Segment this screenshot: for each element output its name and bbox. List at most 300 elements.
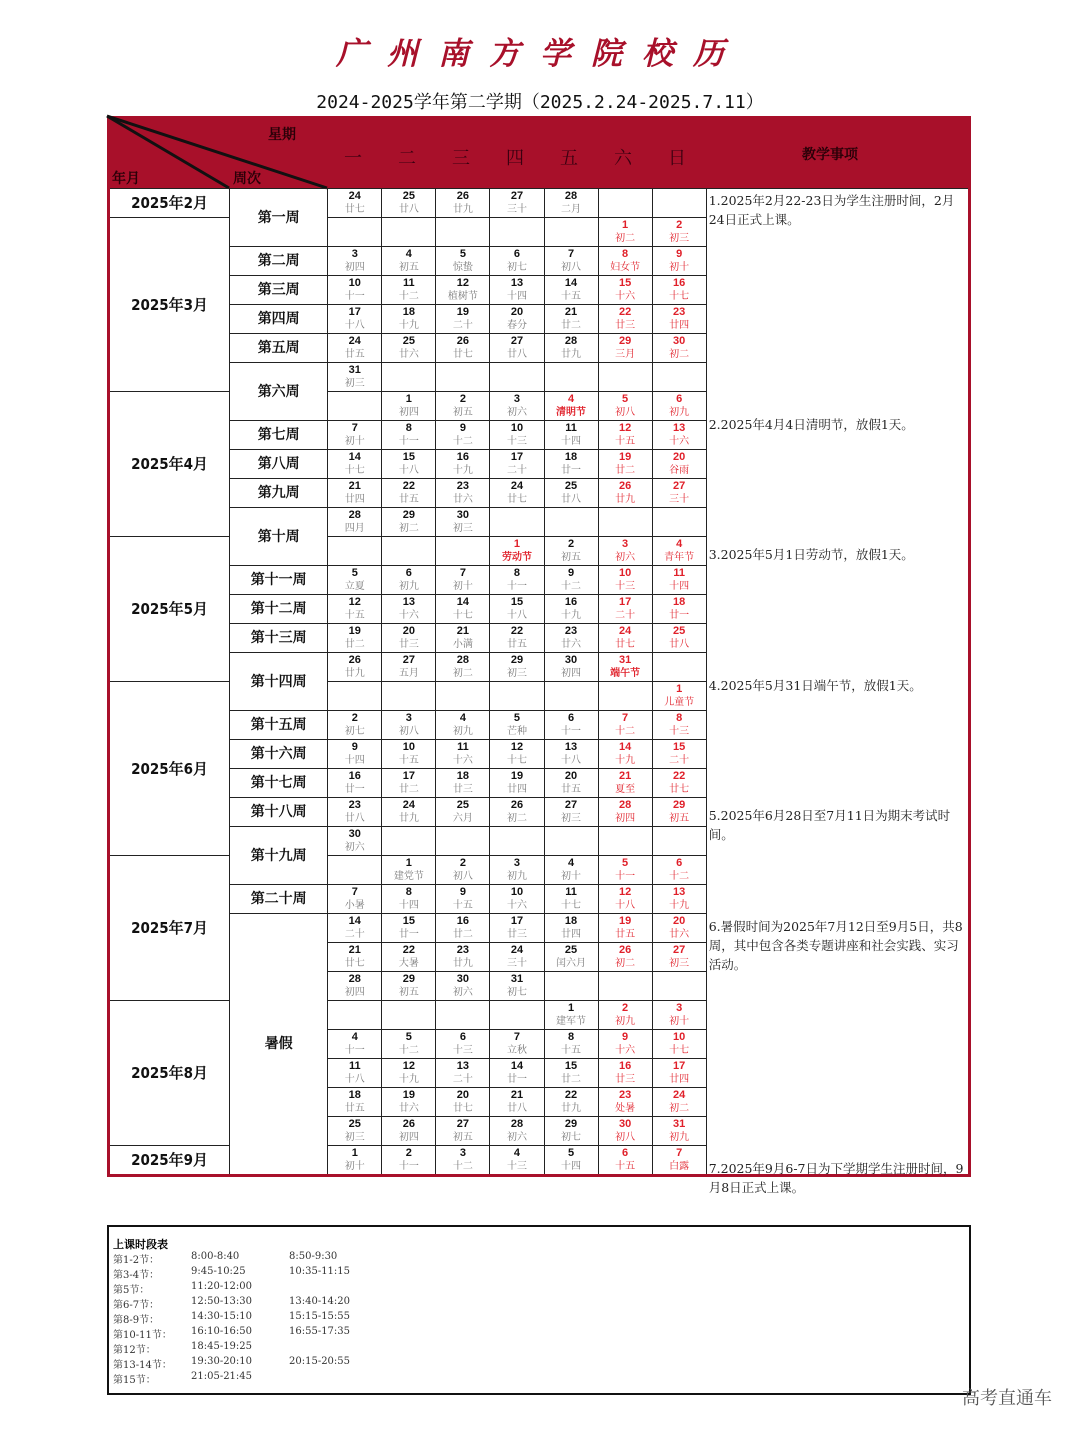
lunar-cell: 二十: [436, 319, 490, 334]
time-first: 9:45-10:25: [191, 1266, 246, 1277]
date-cell: 20: [490, 305, 544, 320]
period-label: 第15节：: [113, 1375, 156, 1386]
date-cell: [490, 1001, 544, 1016]
time-second: 10:35-11:15: [289, 1266, 351, 1277]
week-cell: 第八周: [230, 450, 328, 479]
lunar-cell: 初三: [544, 812, 598, 827]
date-cell: 1: [382, 392, 436, 407]
date-cell: 1: [598, 218, 652, 233]
lunar-cell: 十四: [328, 754, 382, 769]
note-item: 4.2025年5月31日端午节，放假1天。: [708, 678, 922, 693]
lunar-cell: 初四: [328, 986, 382, 1001]
date-cell: 10: [382, 740, 436, 755]
date-cell: 24: [328, 189, 382, 204]
date-cell: [544, 682, 598, 697]
date-cell: 2: [544, 537, 598, 552]
date-cell: [328, 1001, 382, 1016]
date-cell: 1: [544, 1001, 598, 1016]
lunar-cell: [544, 522, 598, 537]
date-cell: 28: [436, 653, 490, 668]
lunar-cell: 十六: [382, 609, 436, 624]
week-cell: 第五周: [230, 334, 328, 363]
date-cell: 26: [436, 189, 490, 204]
date-cell: [436, 363, 490, 378]
date-cell: 29: [490, 653, 544, 668]
lunar-cell: 二十: [328, 928, 382, 943]
date-cell: 16: [598, 1059, 652, 1074]
date-cell: 13: [436, 1059, 490, 1074]
lunar-cell: 廿九: [598, 493, 652, 508]
lunar-cell: 初十: [328, 1160, 382, 1176]
lunar-cell: 芒种: [490, 725, 544, 740]
date-cell: [382, 537, 436, 552]
date-cell: 28: [598, 798, 652, 813]
lunar-cell: 初六: [598, 551, 652, 566]
lunar-cell: 廿八: [544, 493, 598, 508]
lunar-cell: 廿八: [382, 203, 436, 218]
date-cell: 19: [490, 769, 544, 784]
time-first: 16:10-16:50: [191, 1326, 253, 1337]
lunar-cell: 十一: [328, 290, 382, 305]
lunar-cell: 廿六: [382, 348, 436, 363]
weekday-label: 星期: [268, 127, 296, 143]
lunar-cell: 廿九: [436, 957, 490, 972]
date-cell: 5: [490, 711, 544, 726]
lunar-cell: 廿五: [328, 1102, 382, 1117]
week-cell: 第十九周: [230, 827, 328, 885]
lunar-cell: 廿一: [652, 609, 706, 624]
date-cell: 27: [490, 189, 544, 204]
lunar-cell: 廿三: [490, 928, 544, 943]
date-cell: [652, 363, 706, 378]
date-cell: 25: [544, 943, 598, 958]
lunar-cell: 三十: [490, 203, 544, 218]
lunar-cell: 十九: [652, 899, 706, 914]
lunar-cell: [652, 203, 706, 218]
date-cell: 15: [598, 276, 652, 291]
date-cell: 10: [598, 566, 652, 581]
date-cell: 31: [598, 653, 652, 668]
date-cell: 19: [328, 624, 382, 639]
lunar-cell: 十二: [598, 725, 652, 740]
date-cell: 27: [436, 1117, 490, 1132]
lunar-cell: 初三: [652, 957, 706, 972]
lunar-cell: [436, 841, 490, 856]
date-cell: 30: [652, 334, 706, 349]
lunar-cell: 十二: [382, 1044, 436, 1059]
lunar-cell: 廿三: [382, 638, 436, 653]
date-cell: 9: [328, 740, 382, 755]
date-cell: 3: [598, 537, 652, 552]
period-label: 第1-2节：: [113, 1255, 160, 1266]
lunar-cell: [328, 232, 382, 247]
week-cell: 第六周: [230, 363, 328, 421]
lunar-cell: 十六: [652, 435, 706, 450]
lunar-cell: 廿四: [490, 783, 544, 798]
lunar-cell: 初五: [436, 1131, 490, 1146]
date-cell: 15: [382, 914, 436, 929]
lunar-cell: 初四: [328, 261, 382, 276]
note-item: 6.暑假时间为2025年7月12日至9月5日，共8周，其中包含各类专题讲座和社会实践、实习活动。: [708, 919, 963, 972]
lunar-cell: 廿九: [328, 667, 382, 682]
lunar-cell: 廿二: [382, 783, 436, 798]
lunar-cell: [328, 696, 382, 711]
date-cell: 12: [436, 276, 490, 291]
lunar-cell: [382, 1015, 436, 1030]
date-cell: 20: [382, 624, 436, 639]
period-label: 第6-7节：: [113, 1300, 160, 1311]
date-cell: 17: [598, 595, 652, 610]
lunar-cell: 大暑: [382, 957, 436, 972]
date-cell: 23: [328, 798, 382, 813]
lunar-cell: [652, 667, 706, 682]
date-cell: 25: [328, 1117, 382, 1132]
date-cell: [328, 856, 382, 871]
date-cell: [490, 363, 544, 378]
date-cell: 6: [490, 247, 544, 262]
date-cell: [544, 508, 598, 523]
date-cell: 1: [490, 537, 544, 552]
lunar-cell: [328, 1015, 382, 1030]
date-cell: 12: [598, 885, 652, 900]
lunar-cell: [328, 551, 382, 566]
lunar-cell: 初九: [436, 725, 490, 740]
date-cell: 2: [328, 711, 382, 726]
date-cell: 24: [490, 479, 544, 494]
lunar-cell: 廿九: [382, 812, 436, 827]
day-header-thu: 四: [506, 148, 524, 169]
time-first: 18:45-19:25: [191, 1341, 253, 1352]
lunar-cell: 廿二: [328, 638, 382, 653]
date-cell: 7: [328, 885, 382, 900]
lunar-cell: 二十: [490, 464, 544, 479]
date-row: [109, 189, 970, 204]
lunar-cell: 十六: [436, 754, 490, 769]
date-cell: [652, 827, 706, 842]
lunar-cell: 十七: [490, 754, 544, 769]
lunar-cell: [544, 232, 598, 247]
date-cell: [328, 537, 382, 552]
lunar-cell: 廿四: [328, 493, 382, 508]
lunar-cell: 廿五: [598, 928, 652, 943]
date-cell: [652, 972, 706, 987]
date-cell: [436, 682, 490, 697]
date-cell: 9: [598, 1030, 652, 1045]
time-second: 13:40-14:20: [289, 1296, 351, 1307]
lunar-cell: 初八: [598, 1131, 652, 1146]
date-cell: 30: [328, 827, 382, 842]
time-first: 8:00-8:40: [191, 1251, 240, 1262]
date-cell: 7: [544, 247, 598, 262]
time-first: 21:05-21:45: [191, 1371, 253, 1382]
lunar-cell: [598, 696, 652, 711]
period-label: 第12节：: [113, 1345, 156, 1356]
date-cell: 25: [544, 479, 598, 494]
lunar-cell: 廿二: [436, 928, 490, 943]
lunar-cell: 十六: [490, 899, 544, 914]
lunar-cell: 初二: [598, 957, 652, 972]
date-cell: 11: [652, 566, 706, 581]
date-cell: 27: [652, 943, 706, 958]
lunar-cell: 五月: [382, 667, 436, 682]
lunar-cell: 十一: [382, 435, 436, 450]
date-cell: 27: [652, 479, 706, 494]
lunar-cell: 初八: [598, 406, 652, 421]
lunar-cell: 十二: [544, 580, 598, 595]
date-cell: [544, 972, 598, 987]
date-cell: 16: [652, 276, 706, 291]
lunar-cell: 十四: [382, 899, 436, 914]
lunar-cell: 初七: [544, 1131, 598, 1146]
lunar-cell: 初二: [652, 1102, 706, 1117]
date-cell: 20: [436, 1088, 490, 1103]
lunar-cell: 十九: [436, 464, 490, 479]
lunar-cell: 廿五: [328, 348, 382, 363]
date-cell: 4: [382, 247, 436, 262]
date-cell: 8: [382, 421, 436, 436]
date-cell: 16: [328, 769, 382, 784]
lunar-cell: [490, 1015, 544, 1030]
lunar-cell: 初十: [436, 580, 490, 595]
time-first: 12:50-13:30: [191, 1296, 253, 1307]
period-label: 第8-9节：: [113, 1315, 160, 1326]
month-cell: 2025年9月: [109, 1146, 230, 1176]
lunar-cell: 十四: [490, 290, 544, 305]
lunar-cell: 廿九: [544, 1102, 598, 1117]
date-cell: 25: [436, 798, 490, 813]
lunar-cell: 初七: [490, 261, 544, 276]
lunar-cell: 小暑: [328, 899, 382, 914]
lunar-cell: 十五: [598, 1160, 652, 1176]
date-cell: 14: [544, 276, 598, 291]
lunar-cell: 初二: [490, 812, 544, 827]
date-cell: 21: [490, 1088, 544, 1103]
lunar-cell: 廿七: [598, 638, 652, 653]
month-cell: 2025年8月: [109, 1001, 230, 1146]
lunar-cell: [490, 377, 544, 392]
lunar-cell: 初五: [544, 551, 598, 566]
date-cell: [544, 218, 598, 233]
date-cell: [598, 508, 652, 523]
lunar-cell: 初九: [382, 580, 436, 595]
lunar-cell: [598, 377, 652, 392]
lunar-cell: 廿八: [490, 348, 544, 363]
date-cell: 19: [598, 450, 652, 465]
lunar-cell: 廿九: [436, 203, 490, 218]
lunar-cell: [544, 986, 598, 1001]
lunar-cell: 二十: [598, 609, 652, 624]
month-cell: 2025年3月: [109, 218, 230, 392]
date-cell: 7: [436, 566, 490, 581]
date-cell: 1: [652, 682, 706, 697]
week-cell: 第十六周: [230, 740, 328, 769]
date-cell: 8: [598, 247, 652, 262]
week-label: 周次: [233, 171, 261, 187]
date-cell: 14: [490, 1059, 544, 1074]
date-cell: [436, 1001, 490, 1016]
date-cell: 24: [598, 624, 652, 639]
date-cell: 5: [598, 856, 652, 871]
lunar-cell: 廿六: [652, 928, 706, 943]
date-cell: 18: [436, 769, 490, 784]
lunar-cell: [598, 841, 652, 856]
date-cell: 19: [382, 1088, 436, 1103]
lunar-cell: 谷雨: [652, 464, 706, 479]
date-cell: 17: [490, 914, 544, 929]
lunar-cell: 二十: [652, 754, 706, 769]
lunar-cell: 夏至: [598, 783, 652, 798]
lunar-cell: [436, 377, 490, 392]
lunar-cell: 廿九: [544, 348, 598, 363]
lunar-cell: 十九: [598, 754, 652, 769]
lunar-cell: 廿六: [544, 638, 598, 653]
week-cell: 第一周: [230, 189, 328, 247]
date-cell: 26: [328, 653, 382, 668]
date-cell: 23: [544, 624, 598, 639]
lunar-cell: 十三: [652, 725, 706, 740]
lunar-cell: [436, 551, 490, 566]
date-cell: 29: [382, 972, 436, 987]
date-cell: 7: [490, 1030, 544, 1045]
lunar-cell: 初三: [328, 1131, 382, 1146]
date-cell: [490, 218, 544, 233]
lunar-cell: 十七: [544, 899, 598, 914]
date-cell: 24: [382, 798, 436, 813]
lunar-cell: 廿七: [328, 203, 382, 218]
lunar-cell: 廿二: [598, 464, 652, 479]
day-header-sun: 日: [668, 148, 686, 169]
lunar-cell: 三月: [598, 348, 652, 363]
date-cell: 6: [598, 1146, 652, 1161]
date-cell: 28: [544, 189, 598, 204]
lunar-cell: [436, 696, 490, 711]
date-cell: 18: [382, 305, 436, 320]
lunar-cell: 十五: [598, 435, 652, 450]
lunar-cell: 廿三: [598, 319, 652, 334]
date-cell: 26: [598, 479, 652, 494]
date-cell: [598, 972, 652, 987]
date-cell: 13: [652, 421, 706, 436]
date-cell: 21: [598, 769, 652, 784]
date-cell: 23: [436, 943, 490, 958]
lunar-cell: 初十: [652, 1015, 706, 1030]
date-cell: [598, 827, 652, 842]
month-cell: 2025年6月: [109, 682, 230, 856]
lunar-cell: 建党节: [382, 870, 436, 885]
time-second: 15:15-15:55: [289, 1311, 351, 1322]
date-cell: 10: [490, 885, 544, 900]
date-cell: [490, 827, 544, 842]
lunar-cell: 十三: [436, 1044, 490, 1059]
date-cell: 4: [544, 392, 598, 407]
date-cell: 12: [328, 595, 382, 610]
date-cell: 13: [382, 595, 436, 610]
lunar-cell: 廿四: [652, 319, 706, 334]
lunar-cell: 劳动节: [490, 551, 544, 566]
date-cell: 21: [544, 305, 598, 320]
time-first: 11:20-12:00: [191, 1281, 253, 1292]
lunar-cell: 廿一: [382, 928, 436, 943]
notes-header: 教学事项: [802, 147, 858, 163]
date-cell: 28: [544, 334, 598, 349]
lunar-cell: 初二: [436, 667, 490, 682]
week-cell: 第十三周: [230, 624, 328, 653]
date-cell: [490, 682, 544, 697]
date-cell: 11: [544, 421, 598, 436]
date-cell: 31: [652, 1117, 706, 1132]
date-cell: [598, 189, 652, 204]
week-cell: 第三周: [230, 276, 328, 305]
week-cell: 第二周: [230, 247, 328, 276]
lunar-cell: 初八: [436, 870, 490, 885]
lunar-cell: 廿二: [544, 1073, 598, 1088]
lunar-cell: 春分: [490, 319, 544, 334]
lunar-cell: 廿六: [382, 1102, 436, 1117]
lunar-cell: 初六: [490, 406, 544, 421]
date-cell: 8: [652, 711, 706, 726]
date-cell: 18: [652, 595, 706, 610]
lunar-cell: 清明节: [544, 406, 598, 421]
date-cell: 20: [544, 769, 598, 784]
lunar-cell: [598, 522, 652, 537]
date-cell: 24: [490, 943, 544, 958]
date-cell: 10: [328, 276, 382, 291]
date-cell: 11: [544, 885, 598, 900]
lunar-cell: 廿五: [544, 783, 598, 798]
lunar-cell: 二十: [436, 1073, 490, 1088]
date-cell: 6: [652, 856, 706, 871]
date-cell: 30: [436, 508, 490, 523]
date-cell: 3: [490, 856, 544, 871]
lunar-cell: [598, 203, 652, 218]
date-cell: 25: [382, 334, 436, 349]
date-cell: 2: [652, 218, 706, 233]
date-cell: 30: [436, 972, 490, 987]
lunar-cell: 初十: [328, 435, 382, 450]
lunar-cell: [490, 522, 544, 537]
date-cell: 2: [598, 1001, 652, 1016]
date-cell: 9: [544, 566, 598, 581]
lunar-cell: 惊蛰: [436, 261, 490, 276]
date-cell: 7: [328, 421, 382, 436]
lunar-cell: [382, 696, 436, 711]
date-cell: 11: [436, 740, 490, 755]
date-cell: 17: [328, 305, 382, 320]
lunar-cell: 十四: [544, 435, 598, 450]
date-cell: 16: [436, 914, 490, 929]
lunar-cell: 处暑: [598, 1102, 652, 1117]
date-cell: 9: [436, 885, 490, 900]
date-cell: 5: [598, 392, 652, 407]
lunar-cell: [652, 841, 706, 856]
day-header-tue: 二: [398, 148, 416, 169]
date-cell: 15: [544, 1059, 598, 1074]
date-cell: 8: [544, 1030, 598, 1045]
notes-column: [706, 189, 969, 1195]
lunar-cell: 立秋: [490, 1044, 544, 1059]
month-cell: 2025年7月: [109, 856, 230, 1001]
date-cell: [382, 1001, 436, 1016]
date-cell: 23: [436, 479, 490, 494]
date-cell: 4: [490, 1146, 544, 1161]
lunar-cell: [652, 986, 706, 1001]
lunar-cell: 十四: [544, 1160, 598, 1176]
date-cell: [382, 363, 436, 378]
lunar-cell: 十八: [544, 754, 598, 769]
date-cell: 2: [436, 392, 490, 407]
date-cell: 8: [490, 566, 544, 581]
date-cell: [652, 508, 706, 523]
